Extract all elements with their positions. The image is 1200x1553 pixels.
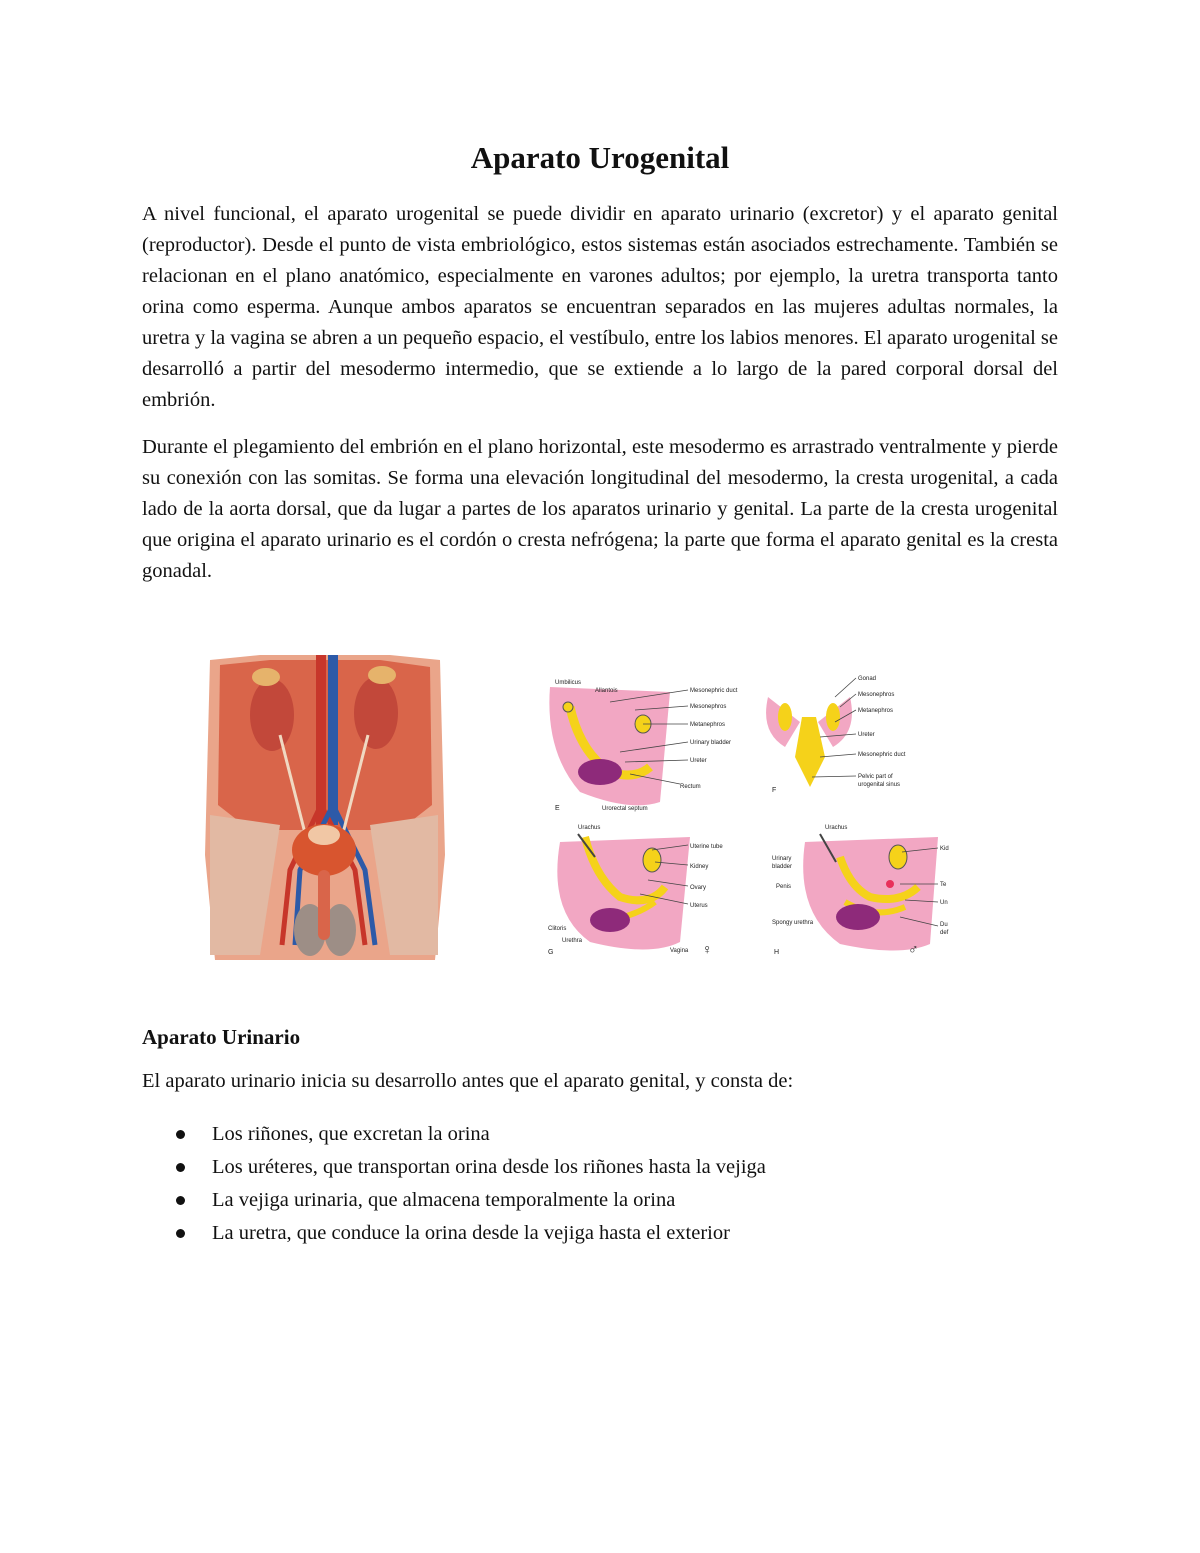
- label-penis: Penis: [776, 884, 792, 890]
- label-mesonephros-f: Mesonephros: [858, 692, 895, 698]
- list-item: [142, 1151, 766, 1184]
- label-allantois: Allantois: [595, 688, 618, 694]
- label-kidney-g: Kidney: [690, 864, 709, 870]
- list-item: [142, 1217, 766, 1250]
- label-uterine-tube: Uterine tube: [690, 844, 723, 850]
- label-mesonephros: Mesonephros: [690, 704, 727, 710]
- male-symbol-icon: ♂: [908, 941, 919, 957]
- label-te: Te: [940, 882, 947, 888]
- label-rectum: Rectum: [680, 784, 701, 790]
- label-du: Du: [940, 922, 948, 928]
- label-def: def: [940, 930, 949, 936]
- page-title: Aparato Urogenital: [470, 140, 730, 175]
- list-item-text: Los riñones, que excretan la orina: [212, 1123, 490, 1145]
- paragraph-development: Durante el plegamiento del embrión en el plano horizontal, este mesodermo es arrastrado ventralmente y pierde su conexión con las somitas. Se forma una elevación longitudinal del mesodermo, la cresta urogenital, a cada lado de la aorta dorsal, que da lugar a partes de los aparatos urinario y genital. La parte de la cresta urogenital que origina el aparato urinario es el cordón o cresta nefrógena; la parte que forma el aparato genital es la cresta gonadal.: [142, 436, 1058, 582]
- panel-letter-f: F: [772, 787, 777, 794]
- bullet-icon: [176, 1229, 185, 1238]
- embryology-diagram: [540, 662, 962, 962]
- label-bladder-h: bladder: [772, 864, 793, 870]
- list-item-text: La uretra, que conduce la orina desde la vejiga hasta el exterior: [212, 1222, 730, 1244]
- label-metanephros-f: Metanephros: [858, 708, 894, 714]
- section-heading-urinario: Aparato Urinario: [142, 1025, 301, 1049]
- label-urinary-bladder: Urinary bladder: [690, 740, 732, 746]
- label-urinary-h: Urinary: [772, 856, 792, 862]
- label-ureter: Ureter: [690, 758, 707, 764]
- label-vagina: Vagina: [670, 948, 689, 954]
- label-uterus: Uterus: [690, 903, 708, 909]
- label-urethra-g: Urethra: [562, 938, 583, 944]
- label-metanephros: Metanephros: [690, 722, 726, 728]
- label-urachus-h: Urachus: [825, 825, 848, 831]
- label-urorectal-septum: Urorectal septum: [602, 806, 648, 812]
- list-item: [142, 1118, 766, 1151]
- label-clitoris: Clitoris: [548, 926, 567, 932]
- label-mesonephric-duct: Mesonephric duct: [690, 688, 738, 694]
- bullet-icon: [176, 1196, 185, 1205]
- label-spongy-urethra: Spongy urethra: [772, 920, 814, 926]
- label-kid: Kid: [940, 846, 949, 852]
- panel-letter-h: H: [774, 949, 780, 956]
- label-ovary: Ovary: [690, 885, 707, 891]
- female-symbol-icon: ♀: [702, 941, 713, 957]
- panel-letter-e: E: [555, 805, 560, 812]
- bullet-icon: [176, 1163, 185, 1172]
- label-pelvic-part: Pelvic part of: [858, 774, 893, 780]
- label-mesonephric-duct-f: Mesonephric duct: [858, 752, 906, 758]
- list-item: [142, 1184, 766, 1217]
- paragraph-intro: A nivel funcional, el aparato urogenital se puede dividir en aparato urinario (excretor) y el aparato genital (reproductor). Desde el punto de vista embriológico, estos sistemas están asociados estrechamente. También se relacionan en el plano anatómico, especialmente en varones adultos; por ejemplo, la uretra transporta tanto orina como esperma. Aunque ambos aparatos se encuentran separados en las mujeres adultas normales, la uretra y la vagina se abren a un pequeño espacio, el vestíbulo, entre los labios menores. El aparato urogenital se desarrolló a partir del mesodermo intermedio, que se extiende a lo largo de la pared corporal dorsal del embrión.: [142, 203, 1058, 411]
- bullet-list: [142, 1118, 766, 1250]
- anatomy-illustration: [200, 655, 448, 967]
- label-gonad: Gonad: [858, 676, 877, 682]
- figures-row: [0, 650, 1200, 970]
- label-ureter-f: Ureter: [858, 732, 875, 738]
- section-intro: El aparato urinario inicia su desarrollo antes que el aparato genital, y consta de:: [142, 1070, 794, 1092]
- label-urogenital-sinus: urogenital sinus: [858, 782, 901, 788]
- list-item-text: La vejiga urinaria, que almacena temporalmente la orina: [212, 1189, 676, 1211]
- label-umbilicus: Umbilicus: [555, 680, 582, 686]
- label-urachus-g: Urachus: [578, 825, 601, 831]
- bullet-icon: [176, 1130, 185, 1139]
- panel-letter-g: G: [548, 949, 554, 956]
- label-un: Un: [940, 900, 948, 906]
- list-item-text: Los uréteres, que transportan orina desde los riñones hasta la vejiga: [212, 1156, 766, 1178]
